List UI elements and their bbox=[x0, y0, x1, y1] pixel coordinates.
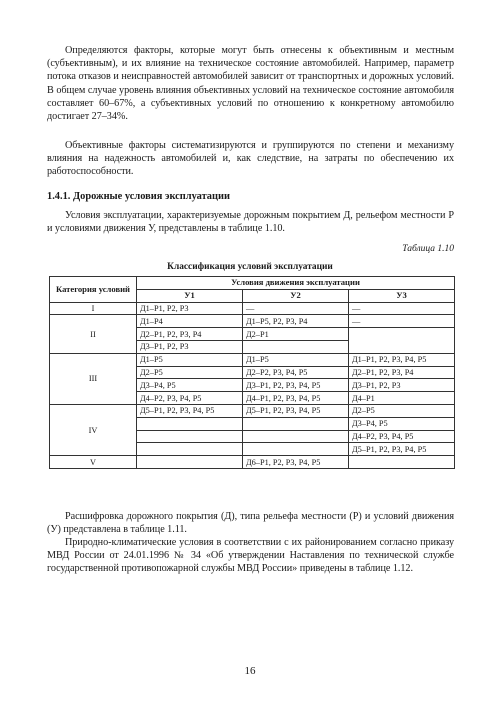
u2-cell bbox=[243, 340, 349, 353]
u2-cell: Д6–Р1, Р2, Р3, Р4, Р5 bbox=[243, 456, 349, 469]
u3-cell: Д1–Р1, Р2, Р3, Р4, Р5 bbox=[349, 353, 455, 366]
u1-cell: Д1–Р4 bbox=[137, 315, 243, 328]
u1-cell: Д2–Р1, Р2, Р3, Р4 bbox=[137, 328, 243, 341]
u2-cell: — bbox=[243, 302, 349, 315]
table-row bbox=[50, 353, 455, 366]
u3-cell: Д2–Р5 bbox=[349, 404, 455, 417]
section-heading: 1.4.1. Дорожные условия эксплуатации bbox=[47, 191, 230, 202]
category-cell: III bbox=[50, 353, 137, 404]
u3-cell: Д3–Р1, Р2, Р3 bbox=[349, 379, 455, 392]
u3-cell: Д3–Р4, Р5 bbox=[349, 417, 455, 430]
page-number: 16 bbox=[244, 665, 256, 677]
u1-cell: Д1–Р1, Р2, Р3 bbox=[137, 302, 243, 315]
table-row bbox=[50, 315, 455, 328]
u1-cell: Д4–Р2, Р3, Р4, Р5 bbox=[137, 392, 243, 405]
u3-cell: Д5–Р1, Р2, Р3, Р4, Р5 bbox=[349, 443, 455, 456]
table-caption: Классификация условий эксплуатации bbox=[167, 262, 333, 272]
header-u1: У1 bbox=[137, 289, 243, 302]
table-row bbox=[50, 302, 455, 315]
paragraph-factors: Определяются факторы, которые могут быть отнесены к объективным и местным (субъективным), и их влияние на техническое состояние автомобилей. Например, параметр потока отказов и неисправностей автомобилей зависит от транспортных и дорожных условий. В общем случае уровень влияния объективных условий на техническое состояние автомобиля составляет 60–67%, а субъективных условий по отношению к конкретному автомобилю достигает 27–34%. bbox=[47, 45, 454, 123]
u2-cell: Д3–Р1, Р2, Р3, Р4, Р5 bbox=[243, 379, 349, 392]
u1-cell bbox=[137, 443, 243, 456]
u1-cell: Д3–Р4, Р5 bbox=[137, 379, 243, 392]
paragraph-objective-factors: Объективные факторы систематизируются и группируются по степени и механизму влияния на надежность автомобилей и, как следствие, на затраты по обеспечению их работоспособности. bbox=[47, 140, 454, 178]
category-cell: V bbox=[50, 456, 137, 469]
paragraph-climate: Природно-климатические условия в соответствии с их районированием согласно приказу МВД России от 24.01.1996 № 34 «Об утверждении Наставления по технической службе государственной противопожарной службы МВД России» приведены в таблице 1.12. bbox=[47, 537, 454, 575]
table-row bbox=[50, 404, 455, 417]
table-header-row bbox=[50, 277, 455, 290]
u3-cell: Д4–Р2, Р3, Р4, Р5 bbox=[349, 430, 455, 443]
u1-cell: Д5–Р1, Р2, Р3, Р4, Р5 bbox=[137, 404, 243, 417]
table-row bbox=[50, 456, 455, 469]
u3-cell: Д4–Р1 bbox=[349, 392, 455, 405]
u3-cell bbox=[349, 456, 455, 469]
u1-cell: Д1–Р5 bbox=[137, 353, 243, 366]
u2-cell: Д5–Р1, Р2, Р3, Р4, Р5 bbox=[243, 404, 349, 417]
u2-cell bbox=[243, 443, 349, 456]
category-cell: I bbox=[50, 302, 137, 315]
paragraph-conditions-intro: Условия эксплуатации, характеризуемые дорожным покрытием Д, рельефом местности Р и условиями движения У, представлены в таблице 1.10. bbox=[47, 210, 454, 235]
u2-cell: Д1–Р5, Р2, Р3, Р4 bbox=[243, 315, 349, 328]
u1-cell bbox=[137, 430, 243, 443]
u1-cell bbox=[137, 417, 243, 430]
header-conditions: Условия движения эксплуатации bbox=[137, 277, 455, 290]
u2-cell: Д2–Р2, Р3, Р4, Р5 bbox=[243, 366, 349, 379]
u1-cell: Д2–Р5 bbox=[137, 366, 243, 379]
category-cell: IV bbox=[50, 404, 137, 455]
u3-cell: — bbox=[349, 315, 455, 328]
u1-cell bbox=[137, 456, 243, 469]
u2-cell: Д2–Р1 bbox=[243, 328, 349, 341]
u3-cell: — bbox=[349, 302, 455, 315]
header-u2: У2 bbox=[243, 289, 349, 302]
table-reference: Таблица 1.10 bbox=[402, 244, 454, 254]
u2-cell: Д4–Р1, Р2, Р3, Р4, Р5 bbox=[243, 392, 349, 405]
u2-cell bbox=[243, 417, 349, 430]
header-u3: У3 bbox=[349, 289, 455, 302]
header-category: Категория условий bbox=[50, 277, 137, 303]
u3-cell: Д2–Р1, Р2, Р3, Р4 bbox=[349, 366, 455, 379]
paragraph-decoding: Расшифровка дорожного покрытия (Д), типа рельефа местности (Р) и условий движения (У) представлена в таблице 1.11. bbox=[47, 511, 454, 536]
category-cell: II bbox=[50, 315, 137, 353]
u3-cell bbox=[349, 328, 455, 354]
u1-cell: Д3–Р1, Р2, Р3 bbox=[137, 340, 243, 353]
u2-cell bbox=[243, 430, 349, 443]
classification-table bbox=[49, 276, 455, 469]
u2-cell: Д1–Р5 bbox=[243, 353, 349, 366]
